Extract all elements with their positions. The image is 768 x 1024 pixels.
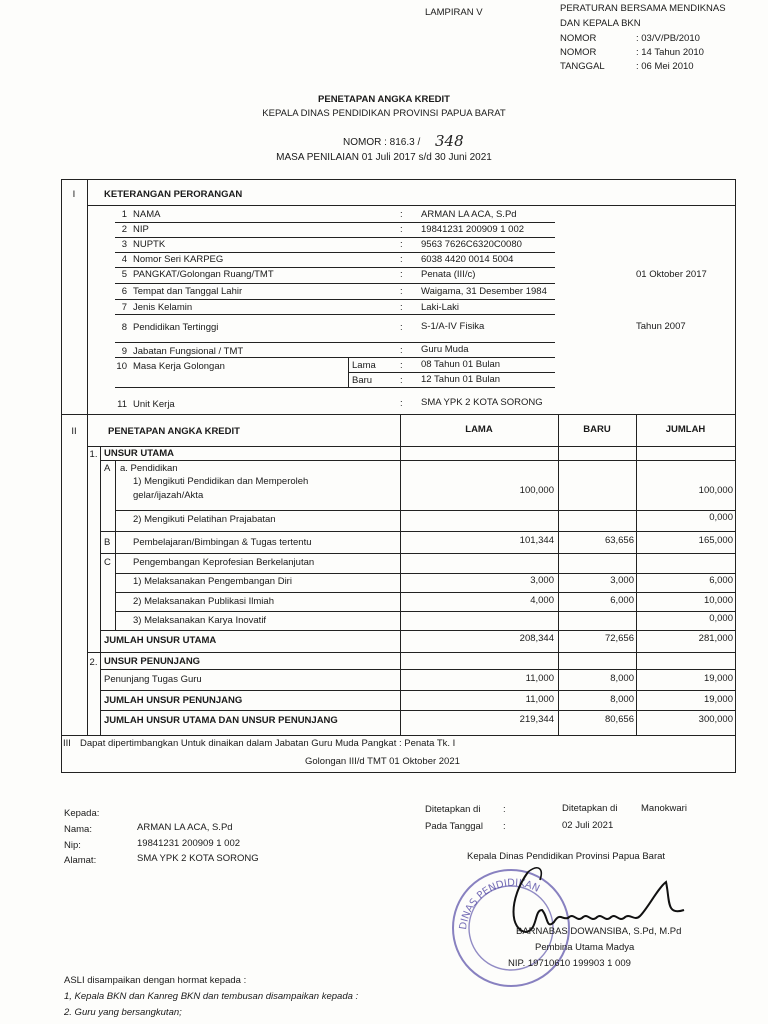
ditetapkan-label: Ditetapkan di bbox=[425, 804, 481, 815]
unsur-utama-heading: UNSUR UTAMA bbox=[104, 448, 175, 459]
row-label: Nomor Seri KARPEG bbox=[133, 254, 224, 265]
ref-value: : 03/V/PB/2010 bbox=[636, 33, 700, 44]
c2-lama: 4,000 bbox=[530, 595, 554, 606]
row-label: Jenis Kelamin bbox=[133, 302, 193, 313]
signer-name: BARNABAS DOWANSIBA, S.Pd, M.Pd bbox=[516, 926, 682, 937]
row-no: 11 bbox=[117, 399, 127, 410]
section1-heading: KETERANGAN PERORANGAN bbox=[104, 189, 243, 200]
nomor-prefix: NOMOR : 816.3 / bbox=[343, 137, 421, 148]
row-label: NIP bbox=[133, 224, 149, 235]
row-label: Jabatan Fungsional / TMT bbox=[133, 346, 244, 357]
section2-heading: PENETAPAN ANGKA KREDIT bbox=[108, 426, 240, 437]
section3-roman: III bbox=[63, 738, 71, 749]
pangkat-value: Penata (III/c) bbox=[421, 269, 476, 280]
colon: : bbox=[400, 209, 403, 220]
row-label: Pendidikan Tertinggi bbox=[133, 322, 219, 333]
row-label: NAMA bbox=[133, 209, 161, 220]
ref-value: : 06 Mei 2010 bbox=[636, 61, 694, 72]
cc-line-2: 2. Guru yang bersangkutan; bbox=[64, 1007, 182, 1018]
stamp-text: DINAS PENDIDIKAN bbox=[457, 877, 542, 931]
recipient-nama: ARMAN LA ACA, S.Pd bbox=[137, 822, 233, 833]
col-lama: LAMA bbox=[465, 424, 493, 435]
recipient-nip: 19841231 200909 1 002 bbox=[137, 838, 241, 849]
row-no: 10 bbox=[116, 361, 127, 372]
col-baru: BARU bbox=[583, 424, 611, 435]
recipient-alamat: SMA YPK 2 KOTA SORONG bbox=[137, 853, 259, 864]
jumlah-penunjang-label: JUMLAH UNSUR PENUNJANG bbox=[104, 695, 243, 706]
colon: : bbox=[400, 322, 403, 333]
jt-baru: 80,656 bbox=[604, 714, 634, 725]
group-c-letter: C bbox=[104, 557, 111, 568]
pt-lama: 11,000 bbox=[525, 673, 554, 684]
karpeg-value: 6038 4420 0014 5004 bbox=[421, 254, 514, 265]
b-lama: 101,344 bbox=[519, 535, 554, 546]
lampiran-label: LAMPIRAN V bbox=[425, 7, 483, 18]
doc-subtitle: KEPALA DINAS PENDIDIKAN PROVINSI PAPUA BARAT bbox=[262, 108, 506, 119]
gender-value: Laki-Laki bbox=[421, 302, 460, 313]
row-label: NUPTK bbox=[133, 239, 166, 250]
unit-kerja-value: SMA YPK 2 KOTA SORONG bbox=[421, 397, 543, 408]
section1-roman: I bbox=[72, 189, 76, 200]
ref-label: NOMOR bbox=[560, 33, 597, 44]
colon: : bbox=[400, 269, 403, 280]
row-no: 5 bbox=[121, 269, 127, 280]
jumlah-total-label: JUMLAH UNSUR UTAMA DAN UNSUR PENUNJANG bbox=[104, 715, 338, 726]
section3-line1: Dapat dipertimbangkan Untuk dinaikan dalam Jabatan Guru Muda Pangkat : Penata Tk. I bbox=[80, 738, 456, 749]
b-label: Pembelajaran/Bimbingan & Tugas tertentu bbox=[133, 537, 312, 548]
ju-baru: 72,656 bbox=[604, 633, 634, 644]
masa-penilaian: MASA PENILAIAN 01 Juli 2017 s/d 30 Juni 2021 bbox=[276, 152, 492, 163]
nip-label: Nip: bbox=[64, 840, 81, 851]
colon: : bbox=[400, 224, 403, 235]
row-no: 1. bbox=[89, 449, 98, 460]
row-no: 6 bbox=[121, 286, 127, 297]
col-jumlah: JUMLAH bbox=[665, 424, 706, 435]
education-year: Tahun 2007 bbox=[636, 321, 686, 332]
colon: : bbox=[400, 360, 403, 371]
row-label: PANGKAT/Golongan Ruang/TMT bbox=[133, 269, 274, 280]
tanggal-value: 02 Juli 2021 bbox=[562, 820, 614, 831]
ju-lama: 208,344 bbox=[519, 633, 554, 644]
tmt-value: 01 Oktober 2017 bbox=[636, 269, 707, 280]
education-value: S-1/A-IV Fisika bbox=[421, 321, 485, 332]
baru-label: Baru bbox=[352, 375, 373, 386]
kepada-label: Kepada: bbox=[64, 808, 100, 819]
peraturan-line2: DAN KEPALA BKN bbox=[560, 18, 641, 29]
jp-jumlah: 19,000 bbox=[703, 694, 733, 705]
a2-label: 2) Mengikuti Pelatihan Prajabatan bbox=[133, 514, 276, 525]
signer-nip: NIP. 19710610 199903 1 009 bbox=[508, 958, 631, 969]
row-no: 7 bbox=[121, 302, 127, 313]
row-no: 8 bbox=[121, 322, 127, 333]
colon: : bbox=[400, 345, 403, 356]
ref-label: TANGGAL bbox=[560, 61, 605, 72]
colon: : bbox=[400, 302, 403, 313]
colon: : bbox=[503, 821, 506, 832]
lama-label: Lama bbox=[352, 360, 376, 371]
jt-lama: 219,344 bbox=[519, 714, 554, 725]
colon: : bbox=[400, 375, 403, 386]
jabatan-value: Guru Muda bbox=[421, 344, 469, 355]
row-no: 2. bbox=[89, 657, 98, 668]
penunjang-tugas-label: Penunjang Tugas Guru bbox=[104, 674, 202, 685]
colon: : bbox=[400, 254, 403, 265]
a1-label: 1) Mengikuti Pendidikan dan Memperoleh bbox=[133, 476, 309, 487]
c1-label: 1) Melaksanakan Pengembangan Diri bbox=[133, 576, 292, 587]
row-label: Tempat dan Tanggal Lahir bbox=[133, 286, 243, 297]
unsur-penunjang-heading: UNSUR PENUNJANG bbox=[104, 656, 201, 667]
colon: : bbox=[400, 286, 403, 297]
c1-jumlah: 6,000 bbox=[709, 575, 733, 586]
lama-value: 08 Tahun 01 Bulan bbox=[421, 359, 501, 370]
pada-tanggal-label: Pada Tanggal bbox=[425, 821, 483, 832]
c2-label: 2) Melaksanakan Publikasi Ilmiah bbox=[133, 596, 274, 607]
pt-jumlah: 19,000 bbox=[703, 673, 733, 684]
pendidikan-label: a. Pendidikan bbox=[120, 463, 178, 474]
ref-label: NOMOR bbox=[560, 47, 597, 58]
a1-jumlah: 100,000 bbox=[698, 485, 733, 496]
signer-pangkat: Pembina Utama Madya bbox=[535, 942, 635, 953]
a2-jumlah: 0,000 bbox=[709, 512, 733, 523]
row-no: 4 bbox=[121, 254, 127, 265]
nuptk-value: 9563 7626C6320C0080 bbox=[421, 239, 522, 250]
jp-lama: 11,000 bbox=[525, 694, 554, 705]
c2-baru: 6,000 bbox=[610, 595, 634, 606]
nama-label: Nama: bbox=[64, 824, 92, 835]
baru-value: 12 Tahun 01 Bulan bbox=[421, 374, 501, 385]
jumlah-utama-label: JUMLAH UNSUR UTAMA bbox=[104, 635, 217, 646]
cc-line-1: 1, Kepala BKN dan Kanreg BKN dan tembusan disampaikan kepada : bbox=[64, 991, 359, 1002]
row-no: 2 bbox=[121, 224, 127, 235]
jp-baru: 8,000 bbox=[610, 694, 634, 705]
ttl-value: Waigama, 31 Desember 1984 bbox=[421, 286, 547, 297]
ditetapkan-value-label: Ditetapkan di bbox=[562, 803, 618, 814]
colon: : bbox=[400, 398, 403, 409]
c1-lama: 3,000 bbox=[530, 575, 554, 586]
doc-title: PENETAPAN ANGKA KREDIT bbox=[318, 94, 450, 105]
ref-value: : 14 Tahun 2010 bbox=[636, 47, 704, 58]
pt-baru: 8,000 bbox=[610, 673, 634, 684]
ditetapkan-value: Manokwari bbox=[641, 803, 687, 814]
c-label: Pengembangan Keprofesian Berkelanjutan bbox=[133, 557, 315, 568]
row-no: 3 bbox=[121, 239, 127, 250]
asli-line: ASLI disampaikan dengan hormat kepada : bbox=[64, 975, 247, 986]
jt-jumlah: 300,000 bbox=[698, 714, 733, 725]
nomor-handwritten: 348 bbox=[435, 132, 464, 150]
c1-baru: 3,000 bbox=[610, 575, 634, 586]
c3-label: 3) Melaksanakan Karya Inovatif bbox=[133, 615, 267, 626]
row-label: Unit Kerja bbox=[133, 399, 175, 410]
group-b-letter: B bbox=[104, 537, 111, 548]
alamat-label: Alamat: bbox=[64, 855, 97, 866]
nama-value: ARMAN LA ACA, S.Pd bbox=[421, 209, 517, 220]
peraturan-line1: PERATURAN BERSAMA MENDIKNAS bbox=[560, 3, 726, 14]
row-no: 1 bbox=[121, 209, 127, 220]
c3-jumlah: 0,000 bbox=[709, 613, 733, 624]
colon: : bbox=[503, 804, 506, 815]
a1-label-cont: gelar/ijazah/Akta bbox=[133, 490, 204, 501]
group-a-letter: A bbox=[104, 463, 111, 474]
b-jumlah: 165,000 bbox=[698, 535, 733, 546]
ju-jumlah: 281,000 bbox=[698, 633, 733, 644]
signer-title: Kepala Dinas Pendidikan Provinsi Papua Barat bbox=[467, 851, 666, 862]
colon: : bbox=[400, 239, 403, 250]
b-baru: 63,656 bbox=[604, 535, 634, 546]
a1-lama: 100,000 bbox=[519, 485, 554, 496]
row-no: 9 bbox=[121, 346, 127, 357]
nip-value: 19841231 200909 1 002 bbox=[421, 224, 525, 235]
row-label: Masa Kerja Golongan bbox=[133, 361, 225, 372]
c2-jumlah: 10,000 bbox=[703, 595, 733, 606]
section2-roman: II bbox=[71, 426, 77, 437]
section3-line2: Golongan III/d TMT 01 Oktober 2021 bbox=[305, 756, 460, 767]
